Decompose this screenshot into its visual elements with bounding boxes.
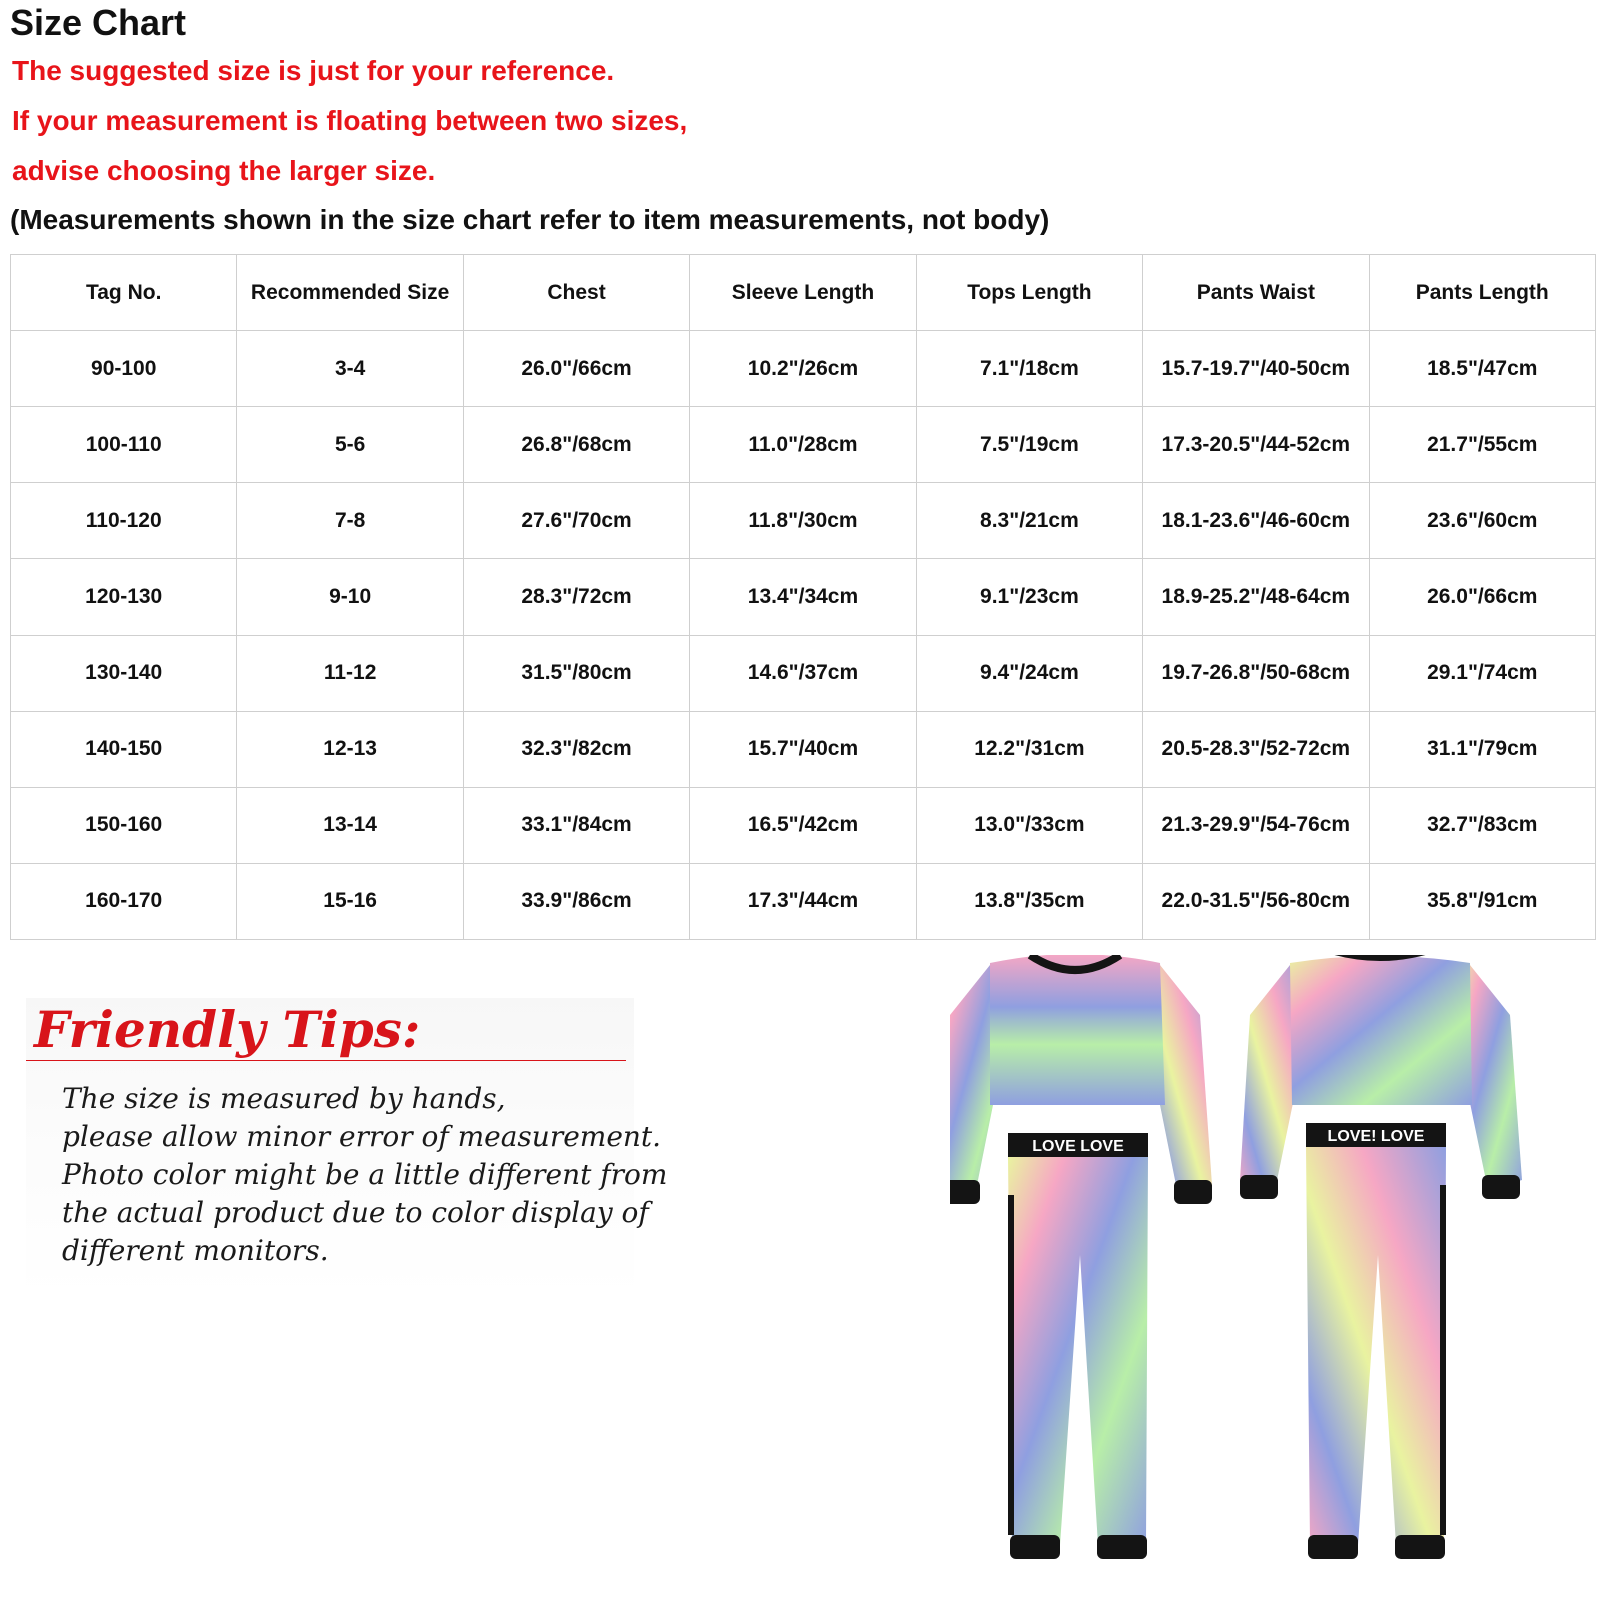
table-row <box>11 559 1596 635</box>
cell-recommended-size: 13-14 <box>237 787 463 863</box>
front-left-cuff <box>950 1180 980 1204</box>
cell-tag-no: 150-160 <box>11 787 237 863</box>
cell-pants-length: 31.1"/79cm <box>1369 711 1595 787</box>
table-header-row <box>11 255 1596 331</box>
back-neckline <box>1335 955 1425 957</box>
cell-recommended-size: 15-16 <box>237 863 463 939</box>
cell-sleeve-length: 11.0"/28cm <box>690 407 916 483</box>
back-pants <box>1306 1147 1446 1545</box>
back-crop-top <box>1290 956 1472 1105</box>
cell-pants-waist: 20.5-28.3"/52-72cm <box>1143 711 1369 787</box>
cell-recommended-size: 3-4 <box>237 331 463 407</box>
table-row <box>11 331 1596 407</box>
front-right-cuff <box>1174 1180 1212 1204</box>
cell-pants-waist: 22.0-31.5"/56-80cm <box>1143 863 1369 939</box>
cell-tops-length: 8.3"/21cm <box>916 483 1142 559</box>
cell-tops-length: 13.0"/33cm <box>916 787 1142 863</box>
tips-title: Friendly Tips: <box>34 1000 421 1059</box>
cell-tag-no: 130-140 <box>11 635 237 711</box>
tips-line-1: The size is measured by hands, <box>62 1082 506 1115</box>
header-tag-no: Tag No. <box>11 255 237 331</box>
front-left-pant-cuff <box>1010 1535 1060 1559</box>
header-chest: Chest <box>463 255 689 331</box>
back-outfit <box>1240 955 1522 1559</box>
cell-recommended-size: 5-6 <box>237 407 463 483</box>
front-crop-top <box>990 955 1165 1105</box>
front-pants <box>1008 1157 1148 1545</box>
table-row <box>11 635 1596 711</box>
cell-chest: 26.0"/66cm <box>463 331 689 407</box>
page-title: Size Chart <box>10 2 187 43</box>
back-right-pant-cuff <box>1395 1535 1445 1559</box>
front-right-pant-cuff <box>1097 1535 1147 1559</box>
tips-line-4: the actual product due to color display of <box>62 1196 649 1229</box>
cell-pants-length: 29.1"/74cm <box>1369 635 1595 711</box>
back-side-stripe <box>1440 1185 1446 1535</box>
cell-sleeve-length: 16.5"/42cm <box>690 787 916 863</box>
table-row <box>11 711 1596 787</box>
notice-line-2: If your measurement is floating between two sizes, <box>12 105 688 136</box>
cell-pants-waist: 17.3-20.5"/44-52cm <box>1143 407 1369 483</box>
cell-pants-length: 32.7"/83cm <box>1369 787 1595 863</box>
cell-sleeve-length: 13.4"/34cm <box>690 559 916 635</box>
cell-chest: 28.3"/72cm <box>463 559 689 635</box>
notice-line-3: advise choosing the larger size. <box>12 155 436 186</box>
cell-recommended-size: 9-10 <box>237 559 463 635</box>
front-outfit <box>950 955 1212 1559</box>
cell-chest: 33.9"/86cm <box>463 863 689 939</box>
cell-tag-no: 160-170 <box>11 863 237 939</box>
cell-pants-waist: 21.3-29.9"/54-76cm <box>1143 787 1369 863</box>
header-tops-length: Tops Length <box>916 255 1142 331</box>
cell-recommended-size: 7-8 <box>237 483 463 559</box>
back-right-cuff <box>1482 1175 1520 1199</box>
tips-line-5: different monitors. <box>62 1234 329 1267</box>
front-side-stripe <box>1008 1195 1014 1535</box>
cell-tag-no: 100-110 <box>11 407 237 483</box>
tips-line-3: Photo color might be a little different from <box>62 1158 668 1191</box>
cell-pants-waist: 18.1-23.6"/46-60cm <box>1143 483 1369 559</box>
cell-tag-no: 90-100 <box>11 331 237 407</box>
cell-tops-length: 9.4"/24cm <box>916 635 1142 711</box>
table-row <box>11 787 1596 863</box>
measurement-note: (Measurements shown in the size chart refer to item measurements, not body) <box>10 204 1050 235</box>
cell-sleeve-length: 17.3"/44cm <box>690 863 916 939</box>
cell-tops-length: 9.1"/23cm <box>916 559 1142 635</box>
cell-tops-length: 12.2"/31cm <box>916 711 1142 787</box>
cell-tops-length: 7.1"/18cm <box>916 331 1142 407</box>
back-left-pant-cuff <box>1308 1535 1358 1559</box>
cell-tag-no: 140-150 <box>11 711 237 787</box>
table-row <box>11 407 1596 483</box>
tie-dye-tracksuit-illustration <box>950 955 1590 1595</box>
cell-pants-waist: 18.9-25.2"/48-64cm <box>1143 559 1369 635</box>
cell-tops-length: 13.8"/35cm <box>916 863 1142 939</box>
table-row <box>11 863 1596 939</box>
header-sleeve-length: Sleeve Length <box>690 255 916 331</box>
cell-sleeve-length: 10.2"/26cm <box>690 331 916 407</box>
cell-chest: 33.1"/84cm <box>463 787 689 863</box>
cell-pants-length: 35.8"/91cm <box>1369 863 1595 939</box>
cell-sleeve-length: 14.6"/37cm <box>690 635 916 711</box>
header-pants-waist: Pants Waist <box>1143 255 1369 331</box>
cell-chest: 27.6"/70cm <box>463 483 689 559</box>
back-waistband-text: LOVE! LOVE <box>1327 1128 1425 1145</box>
header-recommended-size: Recommended Size <box>237 255 463 331</box>
size-chart-table <box>10 254 1596 940</box>
cell-pants-length: 21.7"/55cm <box>1369 407 1595 483</box>
tips-divider <box>26 1060 626 1061</box>
cell-pants-waist: 19.7-26.8"/50-68cm <box>1143 635 1369 711</box>
cell-pants-length: 26.0"/66cm <box>1369 559 1595 635</box>
front-waistband-text: LOVE LOVE <box>1032 1138 1124 1155</box>
cell-recommended-size: 12-13 <box>237 711 463 787</box>
cell-sleeve-length: 11.8"/30cm <box>690 483 916 559</box>
notice-line-1: The suggested size is just for your reference. <box>12 55 615 86</box>
header-pants-length: Pants Length <box>1369 255 1595 331</box>
cell-chest: 32.3"/82cm <box>463 711 689 787</box>
cell-pants-waist: 15.7-19.7"/40-50cm <box>1143 331 1369 407</box>
cell-sleeve-length: 15.7"/40cm <box>690 711 916 787</box>
friendly-tips-panel <box>26 998 668 1298</box>
cell-tag-no: 120-130 <box>11 559 237 635</box>
cell-recommended-size: 11-12 <box>237 635 463 711</box>
table-row <box>11 483 1596 559</box>
cell-pants-length: 23.6"/60cm <box>1369 483 1595 559</box>
cell-chest: 31.5"/80cm <box>463 635 689 711</box>
cell-pants-length: 18.5"/47cm <box>1369 331 1595 407</box>
cell-chest: 26.8"/68cm <box>463 407 689 483</box>
back-left-cuff <box>1240 1175 1278 1199</box>
tips-line-2: please allow minor error of measurement. <box>62 1120 662 1153</box>
cell-tops-length: 7.5"/19cm <box>916 407 1142 483</box>
cell-tag-no: 110-120 <box>11 483 237 559</box>
